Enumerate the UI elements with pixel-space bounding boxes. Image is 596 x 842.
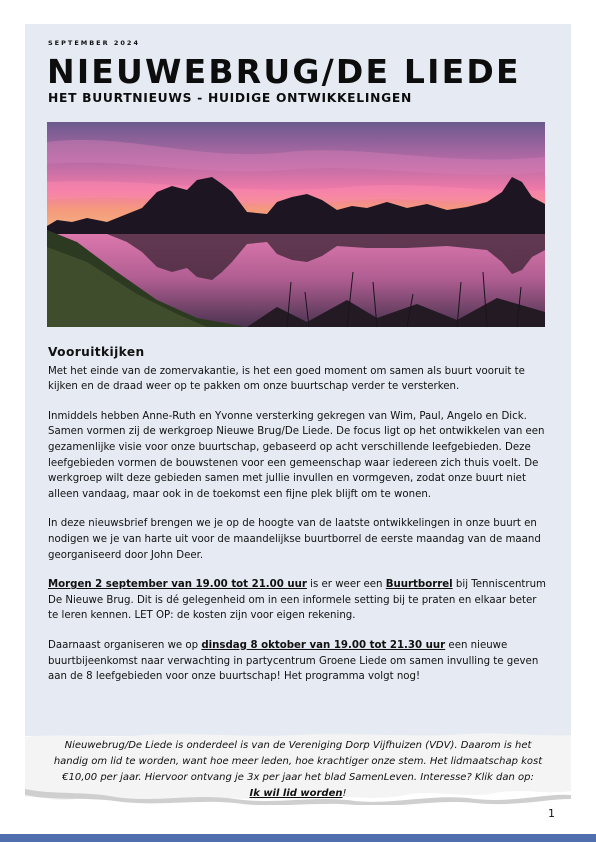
bottom-accent-bar: [0, 834, 596, 842]
article-paragraph: Met het einde van de zomervakantie, is het een goed moment om samen als buurt vooruit te kijken en de draad weer op te pakken om onze buurtschap verder te versterken.: [48, 365, 525, 393]
article-heading: Vooruitkijken: [48, 345, 145, 359]
meeting-date-link[interactable]: dinsdag 8 oktober van 19.00 tot 21.30 uur: [201, 639, 446, 651]
paragraph-text: bij Tenniscentrum De Nieuwe Brug. Dit is dé gelegenheid om in een informele setting bij te praten en elkaar beter te leren kennen. LET OP: de kosten zijn voor eigen rekening.: [48, 579, 546, 622]
join-link[interactable]: Ik wil lid worden: [249, 788, 343, 799]
article-paragraph: Inmiddels hebben Anne-Ruth en Yvonne versterking gekregen van Wim, Paul, Angelo en Dick. Samen vormen zij de werkgroep Nieuwe Brug/De Liede. De focus ligt op het ontwikkelen van een gezamenlijke visie voor onze buurtschap, gebaseerd op acht verschillende leefgebieden. Deze leefgebieden vormen de bouwstenen voor een gemeenschap waar iedereen zich thuis voelt. De werkgroep wilt deze gebieden samen met jullie invullen en vormgeven, zodat onze buurt niet alleen vandaag, maar ook in de toekomst een fijne plek blijft om te wonen.: [48, 410, 545, 500]
page-subtitle: HET BUURTNIEUWS - HUIDIGE ONTWIKKELINGEN: [48, 91, 412, 105]
buurtborrel-link[interactable]: Buurtborrel: [385, 579, 453, 591]
page-title: NIEUWEBRUG/DE LIEDE: [47, 52, 521, 91]
article: [48, 345, 548, 699]
article-paragraph-meeting: [48, 638, 548, 685]
membership-text: Nieuwebrug/De Liede is onderdeel is van de Vereniging Dorp Vijfhuizen (VDV). Daarom is het handig om lid te worden, want hoe meer leden, hoe krachtiger onze stem. Het lidmaatschap kost €10,00 per jaar. Hiervoor ontvang je 3x per jaar het blad SamenLeven. Interesse? Klik dan op:: [53, 740, 543, 783]
paragraph-text: Daarnaast organiseren we op: [48, 639, 202, 651]
issue-date: SEPTEMBER 2024: [48, 39, 140, 47]
article-paragraph-borrel: [48, 577, 548, 624]
membership-notice: [52, 738, 544, 802]
borrel-date-link[interactable]: Morgen 2 september van 19.00 tot 21.00 uur: [48, 579, 307, 591]
hero-photo-sunset: [47, 122, 545, 327]
paragraph-text: is er weer een: [306, 579, 386, 591]
page-number: 1: [548, 807, 555, 820]
membership-suffix: !: [342, 788, 347, 799]
article-paragraph: In deze nieuwsbrief brengen we je op de hoogte van de laatste ontwikkelingen in onze buurt en nodigen we je van harte uit voor de maandelijkse buurtborrel de eerste maandag van de maand georganiseerd door John Deer.: [48, 518, 541, 561]
paragraph-text: een nieuwe buurtbijeenkomst naar verwachting in partycentrum Groene Liede om samen invulling te geven aan de 8 leefgebieden voor onze buurtschap! Het programma volgt nog!: [48, 639, 539, 683]
